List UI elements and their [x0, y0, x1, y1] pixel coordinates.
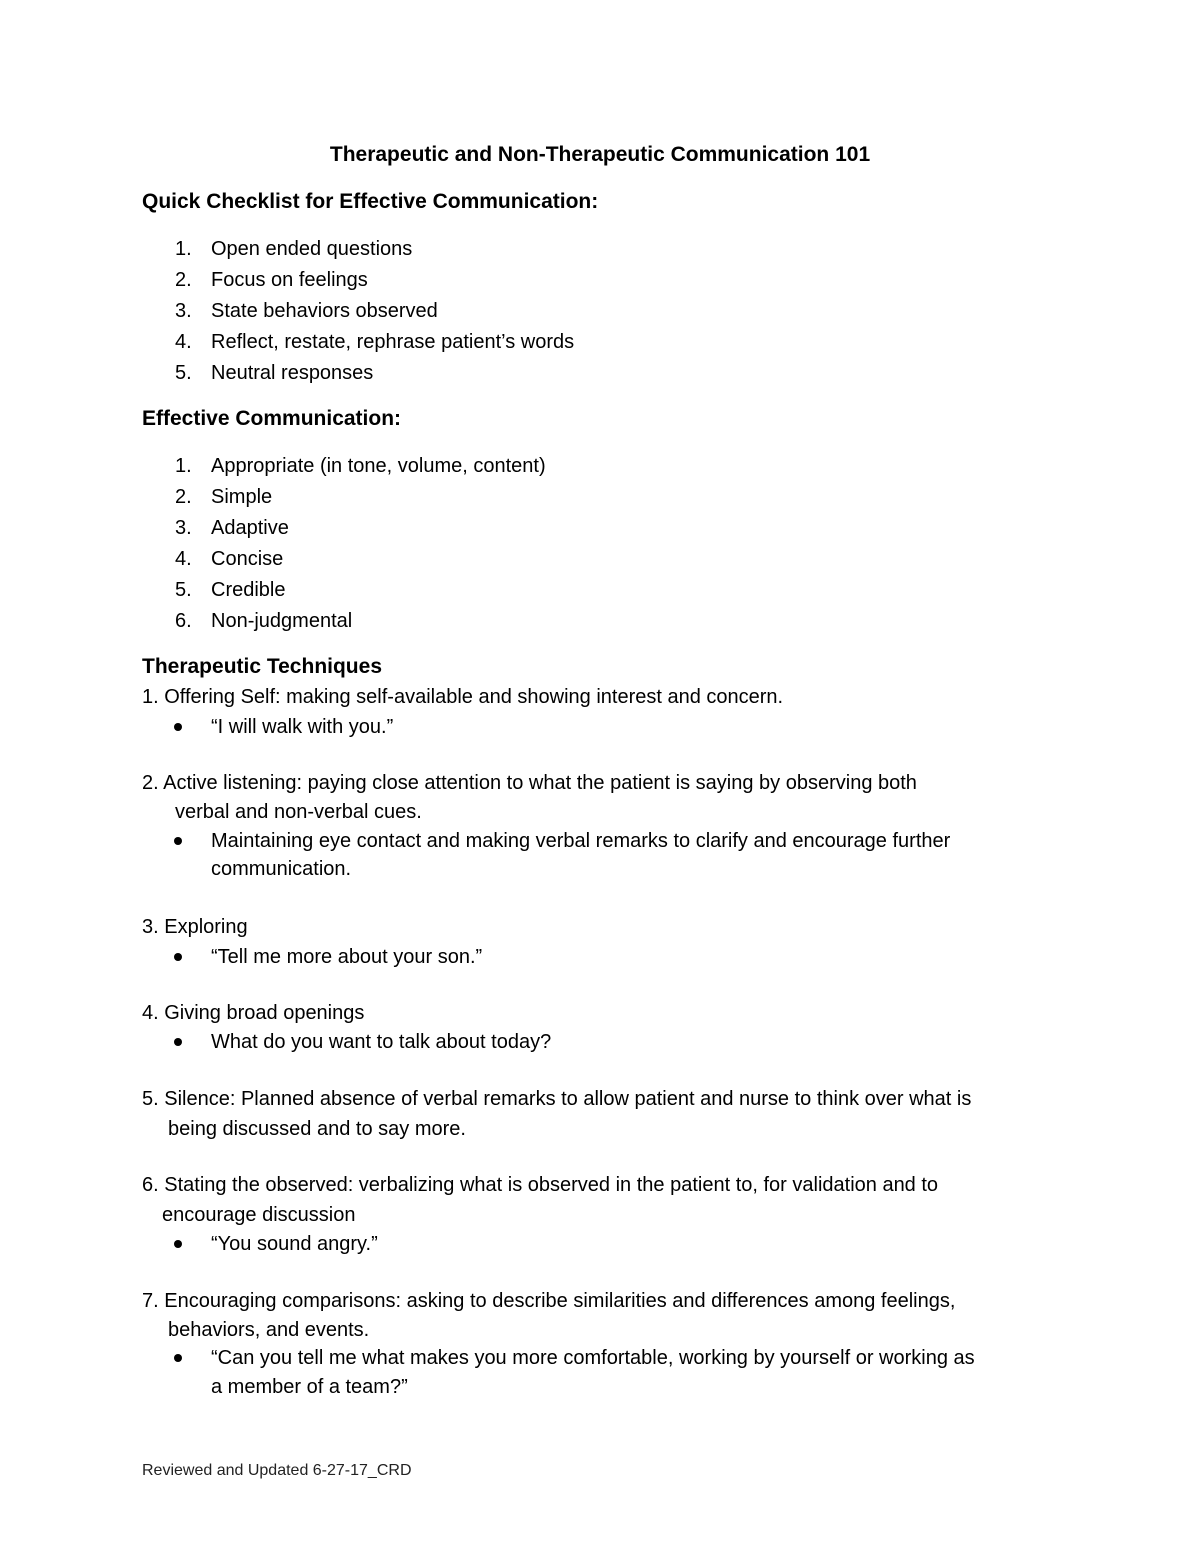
technique-silence: 5. Silence: Planned absence of verbal remarks to allow patient and nurse to think over what is	[142, 1088, 972, 1110]
document-title: Therapeutic and Non-Therapeutic Communication 101	[329, 143, 871, 166]
bullet-icon	[174, 1354, 182, 1362]
technique-example: “I will walk with you.”	[211, 716, 394, 738]
technique-continuation: verbal and non-verbal cues.	[175, 801, 422, 823]
technique-example: “You sound angry.”	[211, 1233, 378, 1255]
technique-example: Maintaining eye contact and making verbal remarks to clarify and encourage further	[211, 830, 951, 852]
document-page: Therapeutic and Non-Therapeutic Communication 101 Quick Checklist for Effective Communication: 1. Open ended questions 2. Focus on feelings 3. State behaviors observed 4. Reflect, restate, rephrase patient’s words 5. Neutral responses Effective Communication: 1. Appropriate (in tone, volume, content) 2. Simple 3. Adaptive 4. Concise 5. Credible 6. Non-judgmental Therapeutic Techniques 1. Offering Self: making self-available and showing interest and concern. “I will walk with you.” 2. Active listening: paying close attention to what the patient is saying by observing both verbal and non-verbal cues. Maintaining eye contact and making verbal remarks to clarify and encourage further communication. 3. Exploring “Tell me more about your son.” 4. Giving broad openings What do you want to talk about today? 5. Silence: Planned absence of verbal remarks to allow patient and nurse to think over what is being discussed and to say more. 6. Stating the observed: verbalizing what is observed in the patient to, for validation and to encourage discussion “You sound angry.” 7. Encouraging comparisons: asking to describe similarities and differences among feelings, behaviors, and events. “Can you tell me what makes you more comfortable, working by yourself or working as a member of a team?” Reviewed and Updated 6-27-17_CRD	[0, 0, 1200, 1553]
technique-stating-observed: 6. Stating the observed: verbalizing what is observed in the patient to, for validation and to	[142, 1174, 939, 1196]
technique-example: What do you want to talk about today?	[211, 1031, 552, 1053]
technique-example-continuation: a member of a team?”	[211, 1376, 408, 1398]
bullet-icon	[174, 837, 182, 845]
technique-continuation: being discussed and to say more.	[168, 1118, 466, 1140]
bullet-icon	[174, 953, 182, 961]
checklist-heading: Quick Checklist for Effective Communication:	[142, 190, 599, 213]
technique-example: “Can you tell me what makes you more comfortable, working by yourself or working as	[211, 1347, 975, 1369]
bullet-icon	[174, 723, 182, 731]
technique-continuation: behaviors, and events.	[168, 1319, 370, 1341]
technique-broad-openings: 4. Giving broad openings	[142, 1002, 365, 1024]
effective-heading: Effective Communication:	[142, 407, 402, 430]
technique-exploring: 3. Exploring	[142, 916, 248, 938]
technique-example-continuation: communication.	[211, 858, 352, 880]
technique-offering-self: 1. Offering Self: making self-available and showing interest and concern.	[142, 686, 784, 708]
techniques-heading: Therapeutic Techniques	[142, 655, 382, 678]
technique-active-listening: 2. Active listening: paying close attention to what the patient is saying by observing both	[142, 772, 917, 794]
technique-example: “Tell me more about your son.”	[211, 946, 483, 968]
bullet-icon	[174, 1240, 182, 1248]
technique-encouraging-comparisons: 7. Encouraging comparisons: asking to describe similarities and differences among feelings,	[142, 1290, 956, 1312]
bullet-icon	[174, 1038, 182, 1046]
page-footer: Reviewed and Updated 6-27-17_CRD	[142, 1462, 412, 1479]
technique-continuation: encourage discussion	[162, 1204, 356, 1226]
